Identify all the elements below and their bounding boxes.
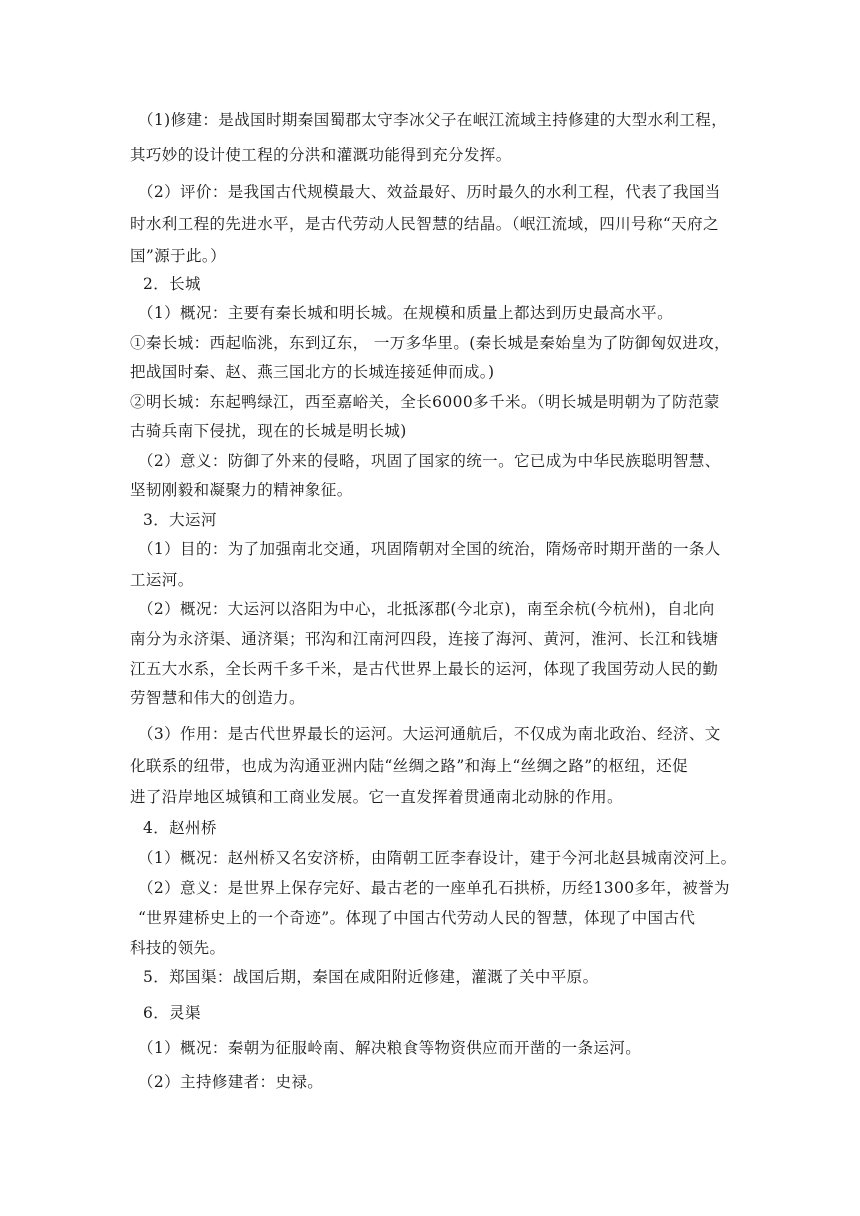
text-line: “世界建桥史上的一个奇迹”。体现了中国古代劳动人民的智慧，体现了中国古代 [138,909,696,927]
text-line: （1)修建：是战国时期秦国蜀郡太守李冰父子在岷江流域主持修建的大型水利工程， [138,111,728,129]
text-line: 工运河。 [130,571,194,589]
text-line: ②明长城：东起鸭绿江，西至嘉峪关，全长6000多千米。（明长城是明朝为了防范蒙 [130,393,720,411]
text-line: 时水利工程的先进水平，是古代劳动人民智慧的结晶。（岷江流域，四川号称“天府之 [130,215,719,233]
text-line: 国”源于此。） [130,247,226,265]
text-line: （2）意义：防御了外来的侵略，巩固了国家的统一。它已成为中华民族聪明智慧、 [138,452,721,470]
text-line: 南分为永济渠、通济渠；邗沟和江南河四段，连接了海河、黄河，淮河、长江和钱塘 [130,630,719,648]
text-line: 进了沿岸地区城镇和工商业发展。它一直发挥着贯通南北动脉的作用。 [130,788,623,806]
section-heading: 5．郑国渠：战国后期，秦国在咸阳附近修建，灌溉了关中平原。 [143,968,599,986]
text-line: ①秦长城：西起临洮，东到辽东， 一万多华里。(秦长城是秦始皇为了防御匈奴进攻， [130,334,731,352]
text-line: （1）目的：为了加强南北交通，巩固隋朝对全国的统治，隋炀帝时期开凿的一条人 [138,540,721,558]
text-line: 把战国时秦、赵、燕三国北方的长城连接延伸而成。) [130,363,495,381]
text-line: （2）主持修建者：史禄。 [138,1073,324,1091]
text-line: 古骑兵南下侵扰，现在的长城是明长城) [130,422,407,440]
text-line: （2）意义：是世界上保存完好、最古老的一座单孔石拱桥，历经1300多年，被誉为 [138,879,730,897]
text-line: （1）概况：秦朝为征服岭南、解决粮食等物资供应而开凿的一条运河。 [138,1039,642,1057]
text-line: （1）概况：赵州桥又名安济桥，由隋朝工匠李春设计，建于今河北赵县城南洨河上。 [138,849,737,867]
text-line: （2）评价：是我国古代规模最大、效益最好、历时最久的水利工程，代表了我国当 [138,183,721,201]
section-heading: 2．长城 [143,275,201,293]
section-heading: 6．灵渠 [143,1004,201,1022]
section-heading: 3．大运河 [143,511,217,529]
text-line: 江五大水系，全长两千多千米，是古代世界上最长的运河，体现了我国劳动人民的勤 [130,660,719,678]
text-line: （3）作用：是古代世界最长的运河。大运河通航后，不仅成为南北政治、经济、文 [138,725,721,743]
text-line: 坚韧刚毅和凝聚力的精神象征。 [130,481,353,499]
text-line: （1）概况：主要有秦长城和明长城。在规模和质量上都达到历史最高水平。 [138,304,673,322]
text-line: 劳智慧和伟大的创造力。 [130,689,305,707]
text-line: （2）概况：大运河以洛阳为中心，北抵涿郡(今北京)，南至余杭(今杭州)，自北向 [138,600,715,618]
text-line: 其巧妙的设计使工程的分洪和灌溉功能得到充分发挥。 [130,146,512,164]
section-heading: 4．赵州桥 [143,819,217,837]
text-line: 科技的领先。 [130,939,226,957]
text-line: 化联系的纽带，也成为沟通亚洲内陆“丝绸之路”和海上“丝绸之路”的枢纽，还促 [130,757,688,775]
